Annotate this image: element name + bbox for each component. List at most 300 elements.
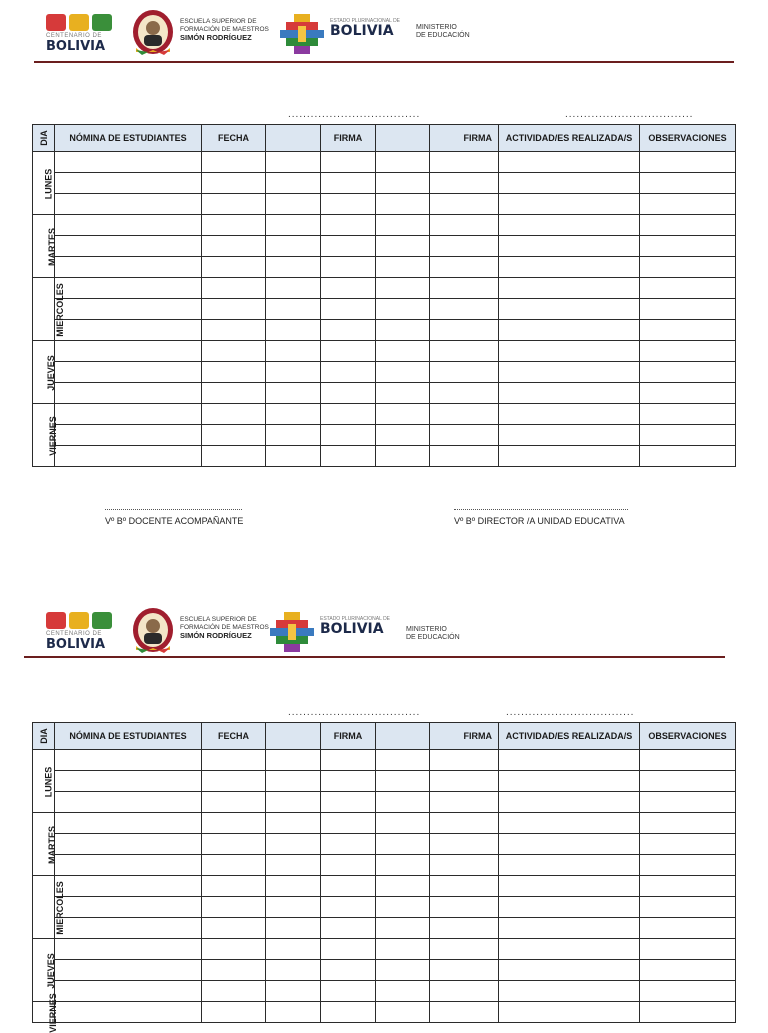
- table-cell[interactable]: [202, 194, 266, 215]
- table-cell[interactable]: [640, 362, 736, 383]
- table-cell[interactable]: [321, 855, 376, 876]
- col-header-actividad: ACTIVIDAD/ES REALIZADA/S: [499, 125, 640, 152]
- table-row: [33, 750, 736, 771]
- table-cell[interactable]: [430, 383, 499, 404]
- table-cell[interactable]: [321, 771, 376, 792]
- table-cell[interactable]: [321, 194, 376, 215]
- table-cell[interactable]: [202, 320, 266, 341]
- table-cell[interactable]: [499, 792, 640, 813]
- table-cell[interactable]: [202, 299, 266, 320]
- table-cell[interactable]: [640, 939, 736, 960]
- table-cell[interactable]: [266, 152, 321, 173]
- table-cell[interactable]: [376, 813, 430, 834]
- table-cell[interactable]: [321, 173, 376, 194]
- dotted-field-right: ..................................: [506, 707, 635, 718]
- col-header-nomina: NÓMINA DE ESTUDIANTES: [55, 125, 202, 152]
- table-cell[interactable]: [266, 299, 321, 320]
- table-cell[interactable]: [376, 278, 430, 299]
- table-cell[interactable]: [321, 152, 376, 173]
- table-cell[interactable]: [430, 362, 499, 383]
- centenario-big-text: BOLIVIA: [46, 637, 106, 652]
- table-cell[interactable]: [55, 446, 202, 467]
- table-cell[interactable]: [321, 278, 376, 299]
- table-cell[interactable]: [266, 960, 321, 981]
- table-row: [33, 939, 736, 960]
- table-cell[interactable]: [202, 278, 266, 299]
- table-cell[interactable]: [430, 939, 499, 960]
- table-row: [33, 341, 736, 362]
- table-row: [33, 897, 736, 918]
- table-cell[interactable]: [430, 404, 499, 425]
- day-cell-miercoles: MIERCOLES: [33, 278, 55, 341]
- table-row: [33, 981, 736, 1002]
- table-cell[interactable]: [499, 939, 640, 960]
- table-cell[interactable]: [376, 425, 430, 446]
- col-header-blank-2: [376, 125, 430, 152]
- table-cell[interactable]: [321, 960, 376, 981]
- table-cell[interactable]: [202, 173, 266, 194]
- table-cell[interactable]: [430, 981, 499, 1002]
- table-cell[interactable]: [321, 236, 376, 257]
- table-cell[interactable]: [640, 404, 736, 425]
- table-cell[interactable]: [376, 855, 430, 876]
- table-cell[interactable]: [376, 299, 430, 320]
- ministerio-line-2: DE EDUCACIÓN: [416, 32, 470, 39]
- table-cell[interactable]: [321, 257, 376, 278]
- table-cell[interactable]: [640, 383, 736, 404]
- centenario-small-text: CENTENARIO DE: [46, 631, 102, 637]
- table-cell[interactable]: [376, 341, 430, 362]
- table-cell[interactable]: [376, 981, 430, 1002]
- table-cell[interactable]: [376, 320, 430, 341]
- table-cell[interactable]: [202, 236, 266, 257]
- table-cell[interactable]: [321, 320, 376, 341]
- table-cell[interactable]: [430, 750, 499, 771]
- table-cell[interactable]: [376, 446, 430, 467]
- table-cell[interactable]: [266, 404, 321, 425]
- estado-small-text: ESTADO PLURINACIONAL DE: [330, 18, 401, 24]
- table-row: [33, 918, 736, 939]
- table-cell[interactable]: [55, 834, 202, 855]
- table-cell[interactable]: [202, 771, 266, 792]
- table-cell[interactable]: [640, 750, 736, 771]
- ministerio-line-2: DE EDUCACIÓN: [406, 634, 460, 641]
- table-cell[interactable]: [499, 446, 640, 467]
- table-cell[interactable]: [640, 425, 736, 446]
- day-cell-martes: MARTES: [33, 813, 55, 876]
- table-cell[interactable]: [376, 1002, 430, 1023]
- table-cell[interactable]: [499, 236, 640, 257]
- table-cell[interactable]: [202, 404, 266, 425]
- centenario-logo: [46, 14, 116, 54]
- col-header-observaciones: OBSERVACIONES: [640, 125, 736, 152]
- table-cell[interactable]: [202, 813, 266, 834]
- table-cell[interactable]: [640, 981, 736, 1002]
- table-cell[interactable]: [202, 425, 266, 446]
- table-cell[interactable]: [321, 299, 376, 320]
- table-cell[interactable]: [266, 918, 321, 939]
- header-divider: [24, 656, 725, 658]
- table-cell[interactable]: [266, 278, 321, 299]
- col-header-dia: DIA: [33, 125, 55, 152]
- table-cell[interactable]: [640, 771, 736, 792]
- table-cell[interactable]: [321, 939, 376, 960]
- escuela-seal-logo: [130, 8, 176, 56]
- table-cell[interactable]: [640, 446, 736, 467]
- table-cell[interactable]: [55, 278, 202, 299]
- table-row: [33, 404, 736, 425]
- table-cell[interactable]: [430, 960, 499, 981]
- table-cell[interactable]: [640, 876, 736, 897]
- table-cell[interactable]: [499, 215, 640, 236]
- col-header-fecha: FECHA: [202, 723, 266, 750]
- day-cell-lunes: LUNES: [33, 152, 55, 215]
- table-cell[interactable]: [499, 750, 640, 771]
- table-cell[interactable]: [55, 750, 202, 771]
- table-row: [33, 792, 736, 813]
- table-cell[interactable]: [640, 897, 736, 918]
- table-cell[interactable]: [55, 918, 202, 939]
- table-cell[interactable]: [321, 425, 376, 446]
- table-cell[interactable]: [376, 792, 430, 813]
- table-cell[interactable]: [430, 257, 499, 278]
- table-cell[interactable]: [321, 750, 376, 771]
- table-cell[interactable]: [376, 834, 430, 855]
- table-row: [33, 257, 736, 278]
- table-cell[interactable]: [499, 278, 640, 299]
- table-cell[interactable]: [202, 855, 266, 876]
- table-cell[interactable]: [376, 383, 430, 404]
- table-cell[interactable]: [640, 1002, 736, 1023]
- table-cell[interactable]: [376, 939, 430, 960]
- table-cell[interactable]: [430, 792, 499, 813]
- table-cell[interactable]: [499, 813, 640, 834]
- table-cell[interactable]: [266, 771, 321, 792]
- table-cell[interactable]: [266, 981, 321, 1002]
- table-cell[interactable]: [202, 897, 266, 918]
- escuela-text: [180, 18, 280, 42]
- ministerio-line-1: MINISTERIO: [416, 24, 457, 31]
- table-cell[interactable]: [266, 939, 321, 960]
- table-cell[interactable]: [55, 257, 202, 278]
- table-cell[interactable]: [499, 834, 640, 855]
- table-cell[interactable]: [430, 194, 499, 215]
- table-cell[interactable]: [640, 278, 736, 299]
- table-cell[interactable]: [202, 215, 266, 236]
- signature-label-left: Vº Bº DOCENTE ACOMPAÑANTE: [105, 516, 244, 526]
- table-cell[interactable]: [499, 897, 640, 918]
- table-row: [33, 299, 736, 320]
- table-cell[interactable]: [202, 341, 266, 362]
- col-header-firma-2: FIRMA: [430, 125, 499, 152]
- dotted-field-left: ...................................: [288, 109, 421, 120]
- table-cell[interactable]: [376, 152, 430, 173]
- table-cell[interactable]: [499, 876, 640, 897]
- table-cell[interactable]: [499, 341, 640, 362]
- table-cell[interactable]: [202, 981, 266, 1002]
- table-cell[interactable]: [321, 813, 376, 834]
- table-cell[interactable]: [266, 792, 321, 813]
- table-cell[interactable]: [430, 1002, 499, 1023]
- table-cell[interactable]: [640, 173, 736, 194]
- table-cell[interactable]: [266, 813, 321, 834]
- escuela-seal-logo: [130, 606, 176, 654]
- table-cell[interactable]: [55, 771, 202, 792]
- col-header-fecha: FECHA: [202, 125, 266, 152]
- table-cell[interactable]: [376, 960, 430, 981]
- table-cell[interactable]: [55, 939, 202, 960]
- table-cell[interactable]: [640, 152, 736, 173]
- table-cell[interactable]: [55, 341, 202, 362]
- table-cell[interactable]: [266, 236, 321, 257]
- table-cell[interactable]: [376, 215, 430, 236]
- table-row: [33, 236, 736, 257]
- table-cell[interactable]: [321, 215, 376, 236]
- table-cell[interactable]: [430, 771, 499, 792]
- table-cell[interactable]: [640, 215, 736, 236]
- table-cell[interactable]: [430, 341, 499, 362]
- table-cell[interactable]: [202, 152, 266, 173]
- escuela-line-1: ESCUELA SUPERIOR DE: [180, 18, 257, 25]
- escuela-name: SIMÓN RODRÍGUEZ: [180, 33, 252, 42]
- table-cell[interactable]: [266, 257, 321, 278]
- table-cell[interactable]: [55, 876, 202, 897]
- table-cell[interactable]: [321, 918, 376, 939]
- table-cell[interactable]: [202, 1002, 266, 1023]
- table-cell[interactable]: [321, 834, 376, 855]
- table-cell[interactable]: [55, 981, 202, 1002]
- table-cell[interactable]: [202, 362, 266, 383]
- table-cell[interactable]: [266, 425, 321, 446]
- table-cell[interactable]: [640, 792, 736, 813]
- table-cell[interactable]: [55, 897, 202, 918]
- table-cell[interactable]: [376, 173, 430, 194]
- col-header-dia: DIA: [33, 723, 55, 750]
- table-cell[interactable]: [499, 173, 640, 194]
- table-cell[interactable]: [55, 1002, 202, 1023]
- table-cell[interactable]: [376, 771, 430, 792]
- table-cell[interactable]: [321, 876, 376, 897]
- table-cell[interactable]: [376, 750, 430, 771]
- ministerio-line-1: MINISTERIO: [406, 626, 447, 633]
- header-divider: [34, 61, 734, 63]
- table-cell[interactable]: [430, 446, 499, 467]
- estado-emblem-logo: [270, 612, 314, 652]
- table-cell[interactable]: [376, 897, 430, 918]
- table-cell[interactable]: [499, 383, 640, 404]
- escuela-text: [180, 616, 280, 640]
- table-cell[interactable]: [430, 834, 499, 855]
- table-cell[interactable]: [640, 320, 736, 341]
- table-cell[interactable]: [202, 918, 266, 939]
- table-row: [33, 876, 736, 897]
- table-cell[interactable]: [640, 299, 736, 320]
- table-cell[interactable]: [202, 939, 266, 960]
- table-cell[interactable]: [266, 446, 321, 467]
- table-row: [33, 425, 736, 446]
- day-cell-viernes: VIERNES: [33, 1002, 55, 1023]
- table-cell[interactable]: [55, 960, 202, 981]
- table-cell[interactable]: [321, 981, 376, 1002]
- table-cell[interactable]: [55, 320, 202, 341]
- table-cell[interactable]: [640, 918, 736, 939]
- table-cell[interactable]: [55, 236, 202, 257]
- table-cell[interactable]: [376, 236, 430, 257]
- table-cell[interactable]: [430, 918, 499, 939]
- table-cell[interactable]: [55, 792, 202, 813]
- table-cell[interactable]: [499, 257, 640, 278]
- table-cell[interactable]: [266, 855, 321, 876]
- day-cell-jueves: JUEVES: [33, 939, 55, 1002]
- col-header-blank-1: [266, 723, 321, 750]
- table-cell[interactable]: [266, 1002, 321, 1023]
- table-cell[interactable]: [266, 173, 321, 194]
- table-cell[interactable]: [266, 341, 321, 362]
- attendance-table: [32, 722, 736, 1033]
- table-cell[interactable]: [266, 383, 321, 404]
- table-cell[interactable]: [266, 215, 321, 236]
- escuela-name: SIMÓN RODRÍGUEZ: [180, 631, 252, 640]
- estado-emblem-logo: [280, 14, 324, 54]
- signature-line-right: [454, 509, 628, 510]
- table-cell[interactable]: [640, 834, 736, 855]
- escuela-line-2: FORMACIÓN DE MAESTROS: [180, 26, 269, 33]
- table-cell[interactable]: [55, 215, 202, 236]
- table-cell[interactable]: [266, 834, 321, 855]
- table-cell[interactable]: [376, 404, 430, 425]
- table-cell[interactable]: [321, 1002, 376, 1023]
- table-row: [33, 278, 736, 299]
- day-cell-jueves: JUEVES: [33, 341, 55, 404]
- table-row: [33, 320, 736, 341]
- col-header-observaciones: OBSERVACIONES: [640, 723, 736, 750]
- table-cell[interactable]: [376, 194, 430, 215]
- table-cell[interactable]: [321, 362, 376, 383]
- table-cell[interactable]: [640, 855, 736, 876]
- table-cell[interactable]: [640, 341, 736, 362]
- table-cell[interactable]: [499, 320, 640, 341]
- table-cell[interactable]: [266, 897, 321, 918]
- table-cell[interactable]: [640, 960, 736, 981]
- table-cell[interactable]: [430, 897, 499, 918]
- table-cell[interactable]: [430, 278, 499, 299]
- table-cell[interactable]: [376, 362, 430, 383]
- table-cell[interactable]: [430, 215, 499, 236]
- centenario-big-text: BOLIVIA: [46, 39, 106, 54]
- table-cell[interactable]: [321, 792, 376, 813]
- table-cell[interactable]: [430, 876, 499, 897]
- table-cell[interactable]: [55, 383, 202, 404]
- table-cell[interactable]: [55, 855, 202, 876]
- table-row: [33, 194, 736, 215]
- day-cell-lunes: LUNES: [33, 750, 55, 813]
- col-header-firma-1: FIRMA: [321, 723, 376, 750]
- table-cell[interactable]: [499, 362, 640, 383]
- table-cell[interactable]: [430, 152, 499, 173]
- table-cell[interactable]: [430, 236, 499, 257]
- table-cell[interactable]: [640, 813, 736, 834]
- table-cell[interactable]: [55, 152, 202, 173]
- signature-label-right: Vº Bº DIRECTOR /A UNIDAD EDUCATIVA: [454, 516, 625, 526]
- table-cell[interactable]: [321, 446, 376, 467]
- table-cell[interactable]: [202, 257, 266, 278]
- table-cell[interactable]: [430, 855, 499, 876]
- table-cell[interactable]: [499, 152, 640, 173]
- table-row: [33, 1002, 736, 1023]
- table-cell[interactable]: [55, 813, 202, 834]
- ministerio-text: [416, 24, 496, 40]
- table-cell[interactable]: [202, 834, 266, 855]
- table-cell[interactable]: [640, 194, 736, 215]
- table-row: [33, 446, 736, 467]
- table-cell[interactable]: [499, 425, 640, 446]
- table-header-row: [33, 125, 736, 152]
- table-cell[interactable]: [499, 918, 640, 939]
- table-cell[interactable]: [55, 404, 202, 425]
- table-cell[interactable]: [55, 362, 202, 383]
- table-cell[interactable]: [55, 173, 202, 194]
- centenario-logo: [46, 612, 116, 652]
- table-cell[interactable]: [499, 299, 640, 320]
- table-row: [33, 834, 736, 855]
- estado-text: [320, 616, 400, 636]
- table-cell[interactable]: [202, 750, 266, 771]
- table-cell[interactable]: [430, 425, 499, 446]
- table-cell[interactable]: [202, 383, 266, 404]
- table-cell[interactable]: [376, 257, 430, 278]
- table-cell[interactable]: [321, 897, 376, 918]
- table-cell[interactable]: [430, 813, 499, 834]
- table-cell[interactable]: [499, 194, 640, 215]
- table-cell[interactable]: [55, 194, 202, 215]
- table-cell[interactable]: [430, 173, 499, 194]
- table-cell[interactable]: [499, 855, 640, 876]
- table-row: [33, 960, 736, 981]
- col-header-actividad: ACTIVIDAD/ES REALIZADA/S: [499, 723, 640, 750]
- table-cell[interactable]: [266, 362, 321, 383]
- ministerio-text: [406, 626, 486, 642]
- table-cell[interactable]: [430, 299, 499, 320]
- table-cell[interactable]: [55, 425, 202, 446]
- table-cell[interactable]: [321, 341, 376, 362]
- table-cell[interactable]: [202, 876, 266, 897]
- table-cell[interactable]: [640, 236, 736, 257]
- table-cell[interactable]: [266, 194, 321, 215]
- centenario-small-text: CENTENARIO DE: [46, 33, 102, 39]
- table-cell[interactable]: [430, 320, 499, 341]
- table-cell[interactable]: [499, 771, 640, 792]
- table-row: [33, 173, 736, 194]
- table-cell[interactable]: [202, 960, 266, 981]
- table-cell[interactable]: [321, 404, 376, 425]
- table-cell[interactable]: [321, 383, 376, 404]
- col-header-nomina: NÓMINA DE ESTUDIANTES: [55, 723, 202, 750]
- table-cell[interactable]: [266, 750, 321, 771]
- table-cell[interactable]: [499, 1002, 640, 1023]
- dotted-field-left: ...................................: [288, 707, 421, 718]
- table-cell[interactable]: [499, 404, 640, 425]
- table-cell[interactable]: [499, 960, 640, 981]
- table-cell[interactable]: [640, 257, 736, 278]
- table-cell[interactable]: [55, 299, 202, 320]
- table-cell[interactable]: [266, 320, 321, 341]
- table-cell[interactable]: [202, 792, 266, 813]
- table-cell[interactable]: [376, 918, 430, 939]
- table-cell[interactable]: [266, 876, 321, 897]
- table-cell[interactable]: [376, 876, 430, 897]
- table-cell[interactable]: [499, 981, 640, 1002]
- table-cell[interactable]: [202, 446, 266, 467]
